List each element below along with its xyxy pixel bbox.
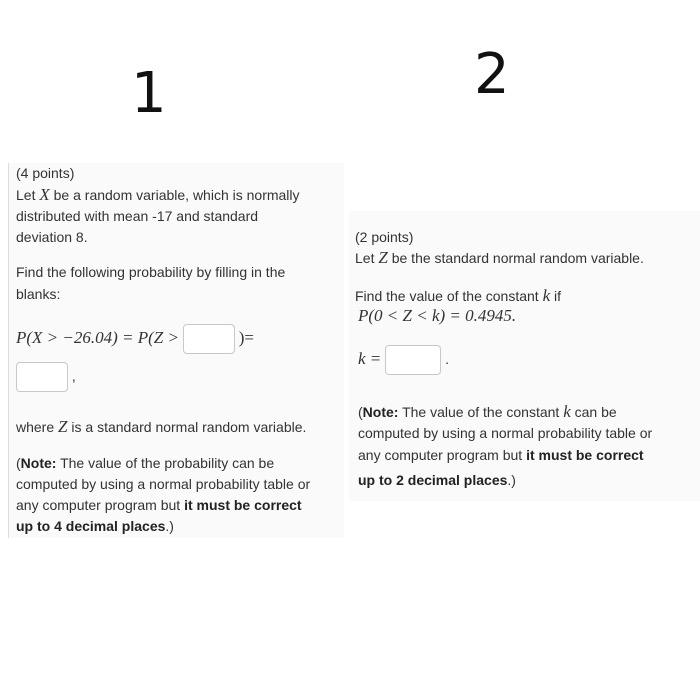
where-pre: where [16, 419, 55, 435]
k-answer-row [358, 343, 449, 375]
points-label: (2 points) [355, 229, 414, 245]
find-post: if [554, 288, 562, 304]
variable-z: Z [58, 417, 68, 436]
note-text-3: any computer program but [16, 497, 185, 513]
answer-k-input[interactable] [385, 345, 441, 375]
variable-k: k [542, 286, 551, 305]
note-open: ( [358, 404, 363, 420]
problem-2-panel [349, 211, 700, 501]
find-pre: Find the value of the constant [355, 288, 539, 304]
intro-pre: Let [355, 250, 375, 266]
k-equals: k = [358, 349, 382, 368]
period: . [445, 351, 449, 367]
note-line-3 [16, 495, 302, 516]
variable-z: Z [378, 248, 388, 267]
note-line-2: computed by using a normal probability table or [16, 476, 311, 492]
comma: , [71, 368, 76, 384]
note-line-3 [358, 445, 644, 466]
intro-line [16, 184, 300, 206]
distribution-line: distributed with mean -17 and standard [16, 208, 259, 224]
deviation-line: deviation 8. [16, 229, 88, 245]
note-open: ( [16, 455, 21, 471]
answer-z-input[interactable] [183, 324, 235, 354]
note-line-2: computed by using a normal probability table or [358, 425, 653, 441]
problem-1-label: 1 [131, 61, 167, 126]
problem-2-label: 2 [474, 42, 510, 107]
find-line [355, 285, 561, 307]
note-close: .) [165, 518, 174, 534]
answer-row [16, 360, 76, 392]
note-line-4 [16, 516, 174, 537]
note-bold-4: up to 2 decimal places [358, 472, 508, 488]
note-bold-4: up to 4 decimal places [16, 518, 166, 534]
variable-x: X [39, 185, 50, 204]
equation-line [358, 305, 516, 327]
intro-post: be the standard normal random variable. [391, 250, 644, 266]
where-post: is a standard normal random variable. [71, 419, 307, 435]
points-label: (4 points) [16, 165, 75, 181]
note-text-1b: can be [574, 404, 617, 420]
answer-probability-input[interactable] [16, 362, 68, 392]
instruction-line-2: blanks: [16, 286, 61, 302]
note-close: .) [507, 472, 516, 488]
note-variable-k: k [563, 402, 571, 421]
note-line-1 [358, 401, 617, 423]
note-text-3: any computer program but [358, 447, 527, 463]
note-line-1 [16, 453, 274, 474]
instruction-line-1: Find the following probability by filling in the [16, 264, 286, 280]
where-line [16, 416, 306, 438]
note-bold-3: it must be correct [184, 497, 302, 513]
note-text-1: The value of the constant [398, 404, 560, 420]
problem-1-panel [8, 163, 344, 538]
equation-left: P(X > −26.04) = P(Z > [16, 328, 179, 347]
intro-pre: Let [16, 187, 36, 203]
equation: P(0 < Z < k) = 0.4945. [358, 306, 517, 325]
note-label: Note: [20, 455, 57, 471]
intro-line [355, 247, 644, 269]
note-label: Note: [362, 404, 399, 420]
note-text-1: The value of the probability can be [56, 455, 275, 471]
equation-line [16, 322, 254, 354]
note-line-4 [358, 470, 516, 491]
intro-post: be a random variable, which is normally [53, 187, 300, 203]
note-bold-3: it must be correct [526, 447, 644, 463]
equation-mid: )= [238, 328, 255, 347]
